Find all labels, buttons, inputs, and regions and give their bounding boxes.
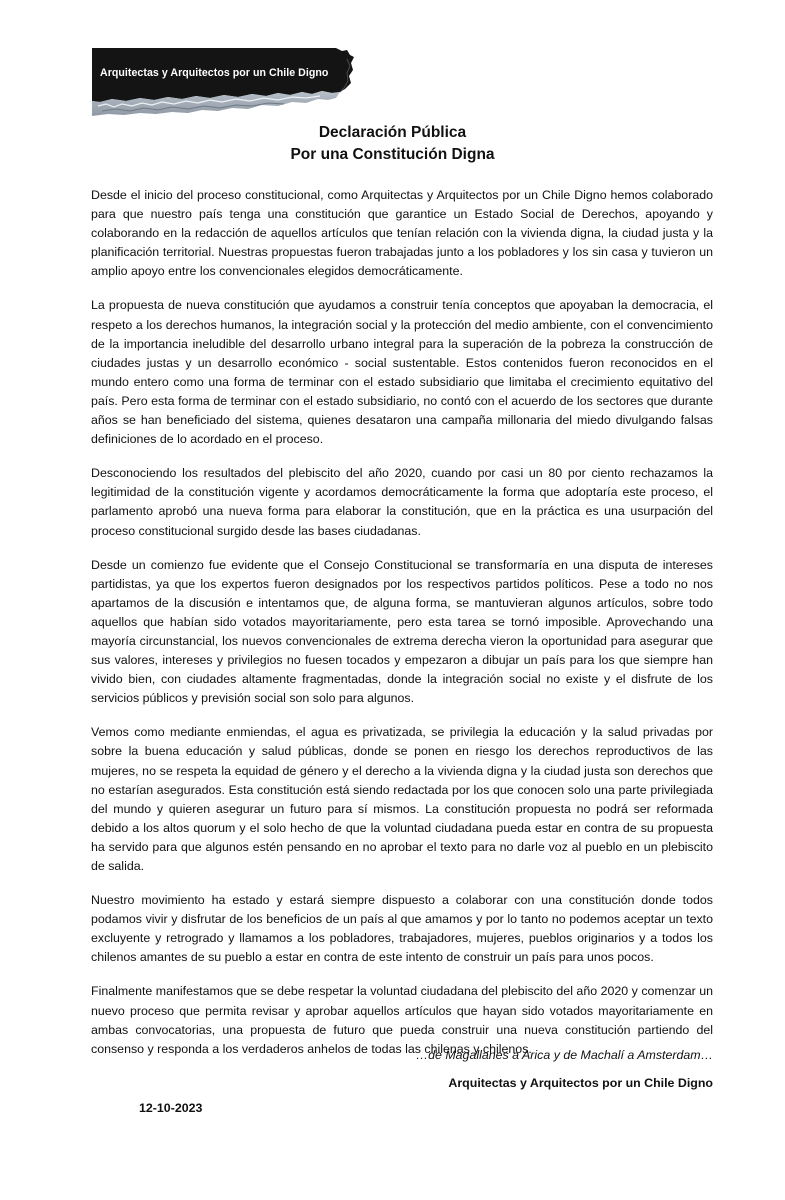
paragraph-7: Finalmente manifestamos que se debe respetar la voluntad ciudadana del plebiscito del año 2020 y comenzar un nuevo proceso que permita revisar y aprobar aquellos artículos que hayan sido votados mayoritariamente en ambas convocatorias, una propuesta de futuro que pueda construir una nueva constitución partiendo del consenso y responda a los verdaderos anhelos de todas las chilenas y chilenos.	[91, 984, 713, 1056]
document-date: 12-10-2023	[139, 1101, 203, 1115]
title-line-1: Declaración Pública	[318, 124, 467, 141]
title-line-2: Por una Constitución Digna	[290, 146, 495, 163]
signature: Arquitectas y Arquitectos por un Chile Digno	[448, 1076, 713, 1090]
document-title	[0, 122, 785, 166]
paragraph-3: Desconociendo los resultados del plebiscito del año 2020, cuando por casi un 80 por ciento rechazamos la legitimidad de la constitución vigente y acordamos democráticamente la forma que adoptaría este proceso, el parlamento aprobó una nueva forma para elaborar la constitución, que en la práctica es una usurpación del proceso constitucional surgido desde las bases ciudadanas.	[91, 466, 713, 538]
paragraph-2: La propuesta de nueva constitución que ayudamos a construir tenía conceptos que apoyaban la democracia, el respeto a los derechos humanos, la integración social y la protección del medio ambiente, con el convencimiento de la importancia ineludible del desarrollo urbano integral para la superación de la pobreza la construcción de ciudades justas y un desarrollo económico - social sustentable. Estos contenidos fueron reconocidos en el mundo entero como una forma de terminar con el estado subsidiario que limitaba el crecimiento equitativo del país. Pero esta forma de terminar con el estado subsidiario, no contó con el acuerdo de los sectores que durante años se han beneficiado del sistema, quienes desataron una campaña millonaria del miedo divulgando falsas definiciones de lo acordado en el proceso.	[91, 298, 713, 447]
signoff-block	[416, 1046, 713, 1092]
paragraph-5: Vemos como mediante enmiendas, el agua es privatizada, se privilegia la educación y la salud privadas por sobre la buena educación y salud públicas, donde se ponen en riesgo los derechos reproductivos de las mujeres, no se respeta la equidad de género y el derecho a la vivienda digna y la ciudad justa son derechos que no estarían asegurados. Esta constitución está siendo redactada por los que conocen solo una parte privilegiada del mundo y quieren asegurar un futuro para sí mismos. La constitución propuesta no podrá ser reformada debido a los altos quorum y el solo hecho de que la voluntad ciudadana pueda estar en contra de su propuesta ha servido para que algunos estén pensando en no aprobar el texto para no darle voz al pueblo en un plebiscito de salida.	[91, 725, 713, 873]
chile-coastline-banner-icon	[92, 48, 354, 118]
declaration-body	[91, 186, 713, 1074]
logo-banner	[92, 48, 354, 118]
paragraph-4: Desde un comienzo fue evidente que el Consejo Constitucional se transformaría en una disputa de intereses partidistas, ya que los expertos fueron designados por los respectivos partidos políticos. Pese a todo no nos apartamos de la discusión e intentamos que, de alguna forma, se mantuvieran algunos artículos, sobre todo aquellos que habían sido votados mayoritariamente, pero esta tarea se tornó imposible. Aprovechando una mayoría circunstancial, los nuevos convencionales de extrema derecha vieron la oportunidad para asegurar que sus valores, intereses y privilegios no fuesen tocados y empezaron a dibujar un país para los que siempre han vivido bien, con ciudades altamente fragmentadas, donde la integración social no existe y el disfrute de los servicios públicos y previsión social son solo para algunos.	[91, 557, 713, 706]
closing-tagline: …de Magallanes a Arica y de Machalí a Amsterdam…	[415, 1048, 713, 1062]
paragraph-6: Nuestro movimiento ha estado y estará siempre dispuesto a colaborar con una constitución donde todos podamos vivir y disfrutar de los beneficios de un país al que amamos y por lo tanto no podemos aceptar un texto excluyente y retrogrado y llamamos a los pobladores, trabajadores, mujeres, pueblos originarios y a todos los chilenos amantes de su pueblo a estar en contra de este intento de construir un país para unos pocos.	[91, 893, 713, 965]
paragraph-1: Desde el inicio del proceso constitucional, como Arquitectas y Arquitectos por un Chile Digno hemos colaborado para que nuestro país tenga una constitución que garantice un Estado Social de Derechos, apoyando y colaborando en la redacción de aquellos artículos que tenían relación con la vivienda digna, la ciudad justa y la planificación territorial. Nuestras propuestas fueron trabajadas junto a los pobladores y los sin casa y tuvieron un amplio apoyo entre los convencionales elegidos democráticamente.	[91, 188, 713, 279]
logo-org-name: Arquitectas y Arquitectos por un Chile Digno	[100, 67, 329, 79]
